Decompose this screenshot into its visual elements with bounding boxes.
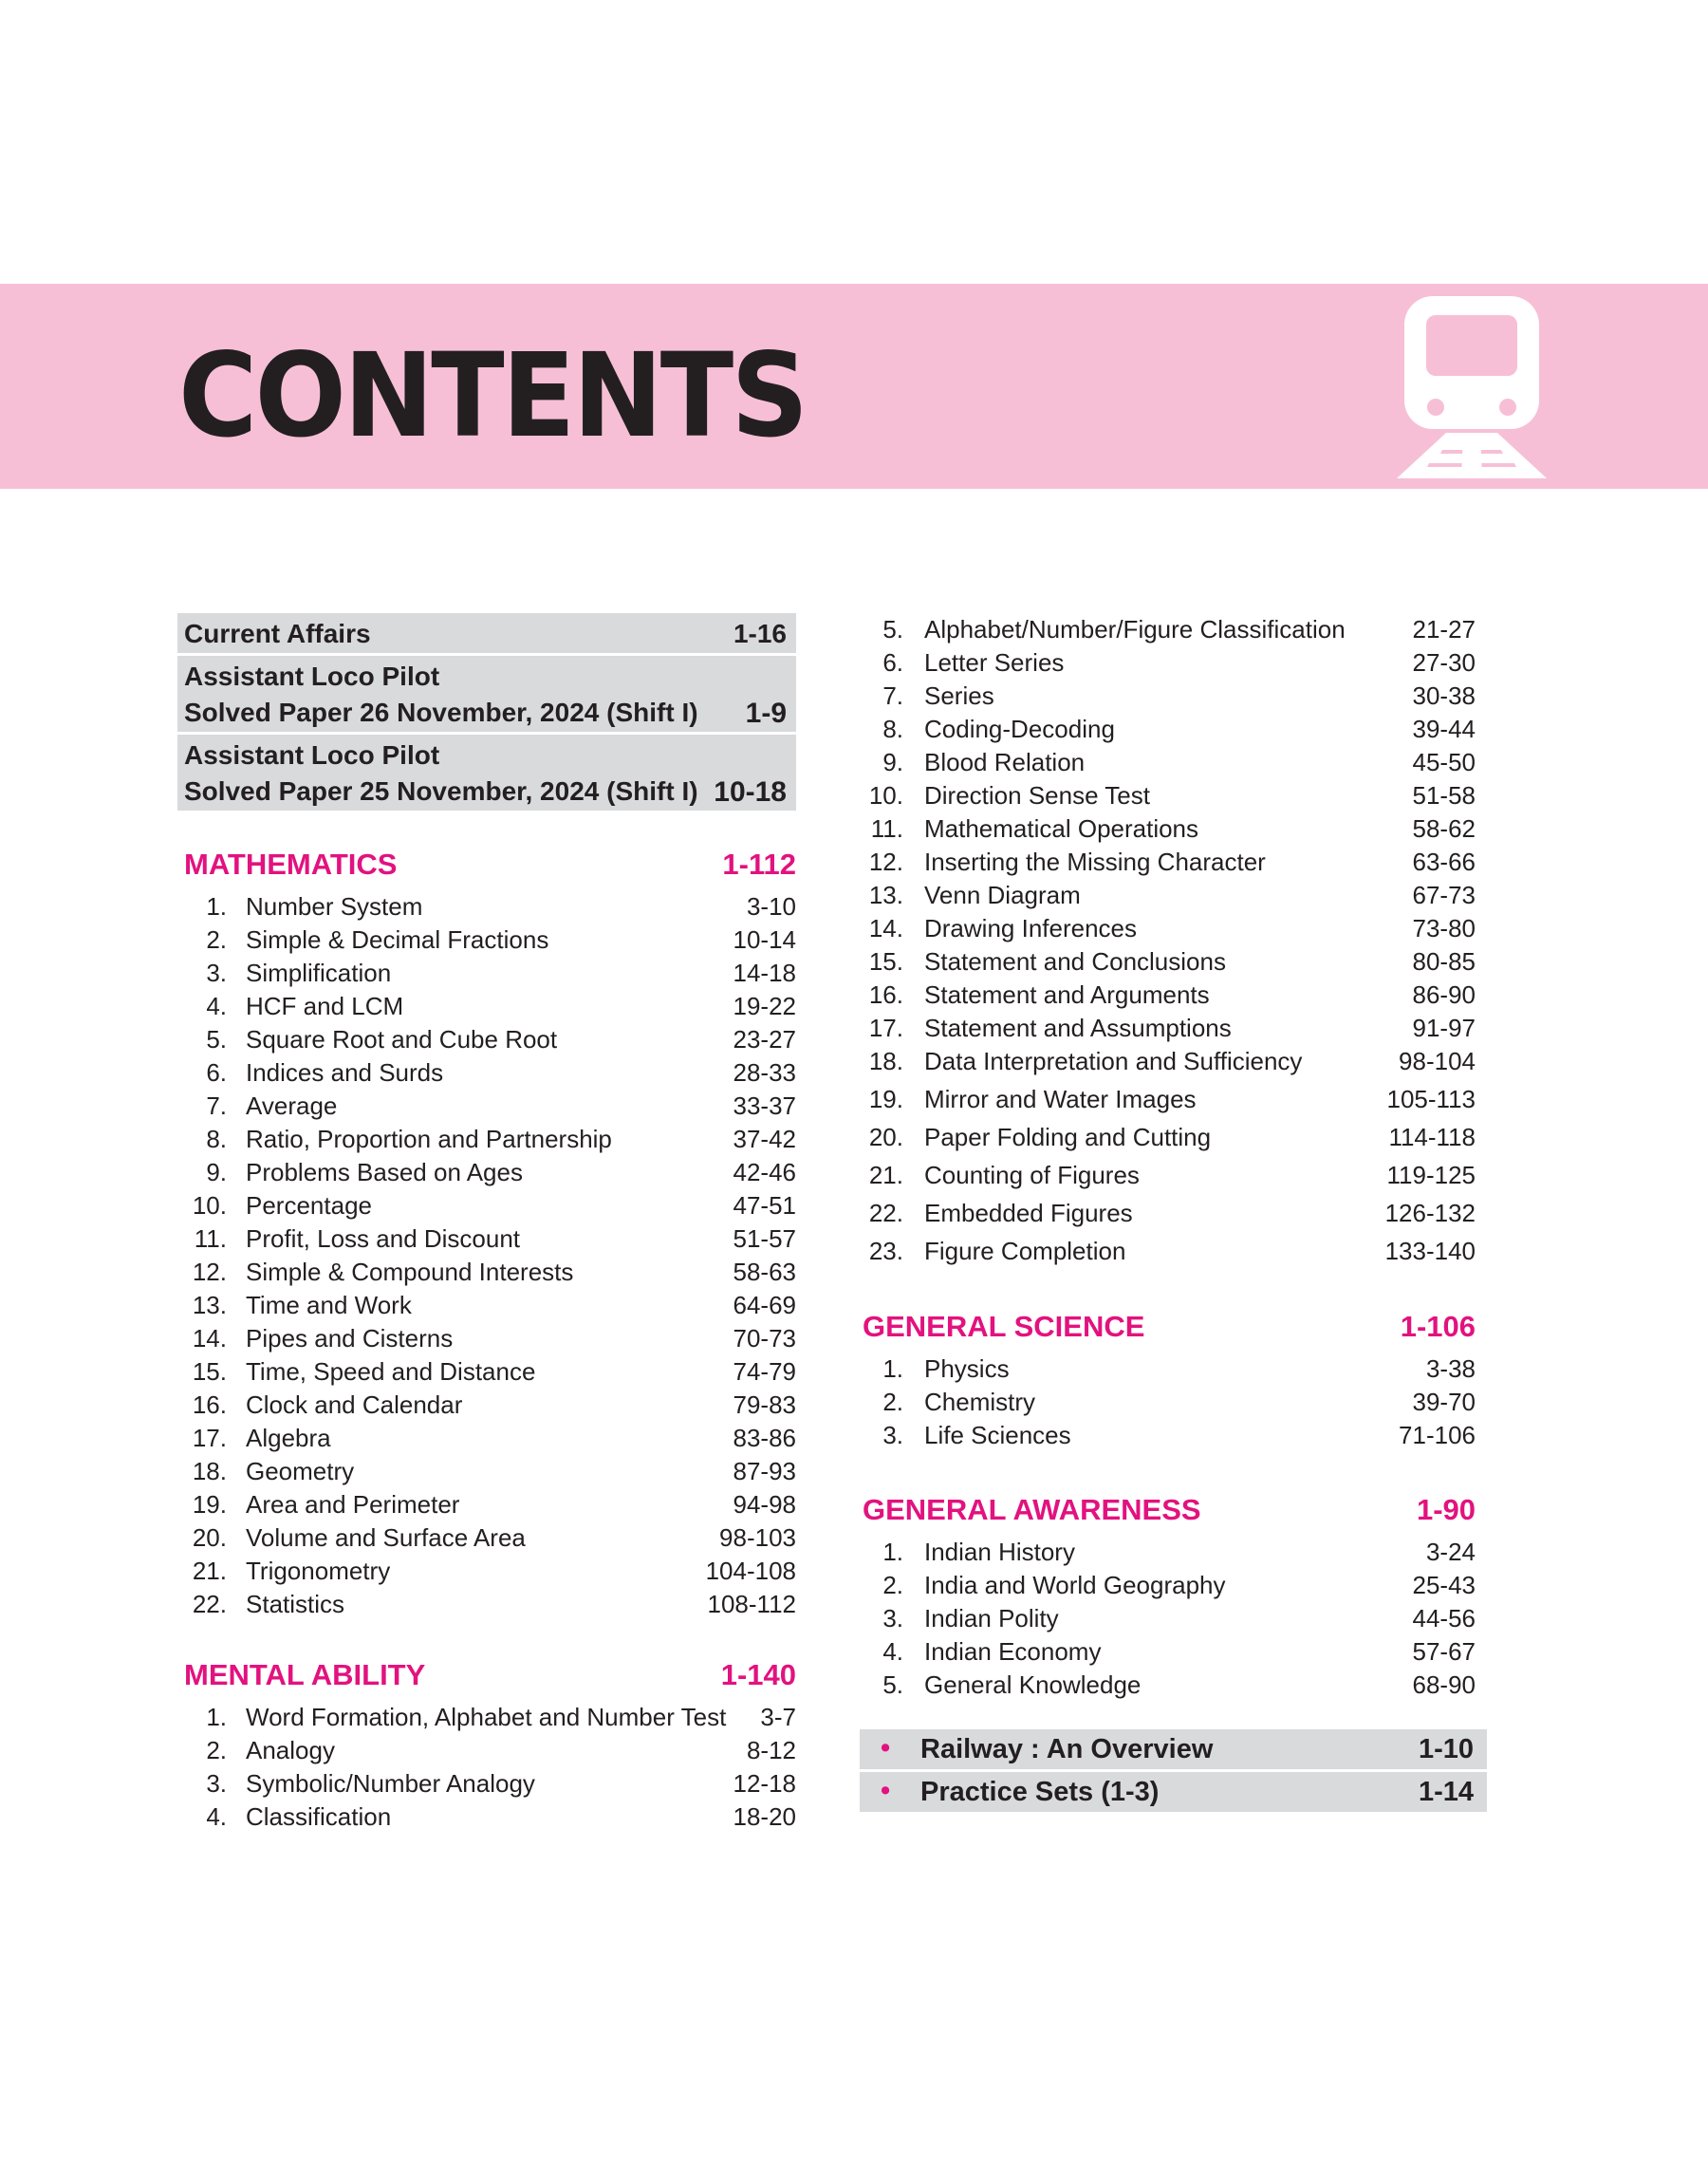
toc-item-pages: 68-90 [1412,1670,1476,1699]
toc-item-title: Inserting the Missing Character [924,848,1266,876]
toc-item-pages: 114-118 [1388,1123,1476,1151]
toc-item-number: 17. [192,1424,227,1452]
section-title: GENERAL AWARENESS [863,1493,1201,1526]
toc-item-title: Indian History [924,1538,1075,1566]
toc-item-title: Statement and Arguments [924,980,1210,1009]
toc-item-number: 12. [192,1258,227,1286]
toc-item[interactable] [860,1196,1487,1234]
toc-item-pages: 3-7 [760,1703,796,1731]
toc-item-number: 14. [192,1324,227,1353]
toc-item-title: Indices and Surds [246,1058,444,1087]
toc-item-pages: 25-43 [1412,1571,1476,1599]
toc-item[interactable] [860,1158,1487,1196]
toc-item-pages: 23-27 [733,1025,796,1054]
toc-item-pages: 58-63 [733,1258,796,1286]
toc-item[interactable] [860,778,1487,812]
toc-item-number: 20. [192,1523,227,1552]
toc-item-pages: 57-67 [1412,1637,1476,1666]
toc-highlight-pages: 1-16 [733,619,787,648]
toc-item[interactable] [860,1668,1487,1701]
toc-item-title: Time and Work [246,1291,412,1319]
toc-highlight-pages: 10-18 [714,776,787,808]
toc-item-pages: 39-44 [1412,715,1476,743]
toc-item-title: Figure Completion [924,1237,1126,1265]
toc-item-number: 12. [868,848,903,876]
toc-item-pages: 3-38 [1425,1354,1476,1383]
toc-item[interactable] [177,1554,796,1587]
toc-item-pages: 51-58 [1412,781,1476,810]
toc-item-number: 4. [206,992,227,1020]
toc-item-number: 18. [192,1457,227,1485]
toc-item[interactable] [860,1011,1487,1044]
toc-item-number: 13. [868,881,903,909]
toc-item-title: Physics [924,1354,1010,1383]
toc-item[interactable] [860,845,1487,878]
toc-highlight-pages: 1-9 [745,698,787,729]
toc-item-pages: 44-56 [1412,1604,1476,1633]
toc-item[interactable] [860,1418,1487,1451]
section-heading-general-awareness[interactable] [860,1493,1487,1535]
toc-item-title: Counting of Figures [924,1161,1140,1189]
toc-item-pages: 87-93 [733,1457,796,1485]
toc-item-number: 17. [868,1014,903,1042]
toc-item-title: Profit, Loss and Discount [246,1224,521,1253]
toc-item[interactable] [860,1535,1487,1568]
toc-item-number: 11. [194,1224,227,1253]
toc-item-pages: 67-73 [1412,881,1476,909]
toc-item[interactable] [860,645,1487,679]
toc-item-title: Letter Series [924,648,1065,677]
toc-item-pages: 133-140 [1384,1237,1476,1265]
toc-item-title: Simplification [246,959,392,987]
toc-item[interactable] [177,1800,796,1833]
toc-item-title: Clock and Calendar [246,1390,463,1419]
toc-item-number: 15. [192,1357,227,1386]
toc-extra-practice-sets[interactable] [860,1772,1487,1815]
toc-item-title: Mathematical Operations [924,814,1199,843]
toc-item-number: 7. [206,1092,227,1120]
toc-item-title: Paper Folding and Cutting [924,1123,1212,1151]
toc-item[interactable] [177,1766,796,1800]
toc-item-title: Ratio, Proportion and Partnership [246,1125,612,1153]
toc-item-title: Algebra [246,1424,331,1452]
mental-ability-list [177,1700,796,1833]
toc-item-pages: 37-42 [733,1125,796,1153]
toc-item-number: 19. [192,1490,227,1519]
toc-item-pages: 91-97 [1412,1014,1476,1042]
toc-item-title: Time, Speed and Distance [246,1357,536,1386]
toc-extra-pages: 1-10 [1418,1734,1474,1764]
toc-item[interactable] [860,1120,1487,1158]
toc-item[interactable] [177,1122,796,1155]
toc-item-number: 15. [868,947,903,976]
toc-item-pages: 14-18 [733,959,796,987]
toc-item[interactable] [177,1388,796,1421]
toc-item-title: Mirror and Water Images [924,1085,1197,1113]
toc-highlight-solved-paper-25-nov[interactable] [177,735,796,813]
toc-item-number: 3. [882,1421,903,1449]
toc-item-pages: 47-51 [733,1191,796,1220]
section-pages: 1-112 [722,848,796,881]
toc-item-title: Life Sciences [924,1421,1071,1449]
section-heading-mathematics[interactable] [177,848,796,889]
toc-item[interactable] [860,911,1487,944]
toc-item-title: Alphabet/Number/Figure Classification [924,615,1346,644]
toc-item[interactable] [860,745,1487,778]
toc-item-title: General Knowledge [924,1670,1142,1699]
toc-item-pages: 18-20 [733,1802,796,1831]
toc-item-title: Analogy [246,1736,335,1764]
toc-item-title: HCF and LCM [246,992,404,1020]
toc-item[interactable] [860,1568,1487,1601]
toc-item[interactable] [177,1055,796,1089]
toc-item-title: Geometry [246,1457,355,1485]
toc-item[interactable] [860,712,1487,745]
toc-highlight-title: Assistant Loco Pilot [184,662,440,691]
toc-item[interactable] [860,878,1487,911]
toc-item-number: 8. [206,1125,227,1153]
section-heading-general-science[interactable] [860,1310,1487,1352]
toc-highlight-current-affairs[interactable] [177,613,796,656]
toc-item-pages: 98-103 [719,1523,796,1552]
toc-item[interactable] [177,1521,796,1554]
toc-item-pages: 3-24 [1425,1538,1476,1566]
toc-item[interactable] [177,1354,796,1388]
toc-item-number: 2. [206,925,227,954]
toc-item-number: 6. [206,1058,227,1087]
toc-item[interactable] [177,1188,796,1222]
toc-item[interactable] [860,1082,1487,1120]
toc-item-title: Percentage [246,1191,372,1220]
toc-item-number: 2. [882,1571,903,1599]
toc-highlight-solved-paper-26-nov[interactable] [177,656,796,735]
toc-item-pages: 42-46 [733,1158,796,1186]
toc-item-pages: 63-66 [1412,848,1476,876]
toc-item-number: 5. [882,615,903,644]
toc-item-pages: 79-83 [733,1390,796,1419]
toc-item-title: Blood Relation [924,748,1086,776]
toc-item-pages: 70-73 [733,1324,796,1353]
toc-item-pages: 126-132 [1384,1199,1476,1227]
toc-item[interactable] [177,1733,796,1766]
toc-item-number: 11. [870,814,903,843]
toc-item-pages: 21-27 [1412,615,1476,644]
toc-item-pages: 74-79 [733,1357,796,1386]
section-title: GENERAL SCIENCE [863,1310,1145,1343]
toc-item-number: 14. [868,914,903,942]
toc-item[interactable] [177,1155,796,1188]
toc-item-title: Number System [246,892,423,921]
toc-item[interactable] [177,1487,796,1521]
toc-item-number: 10. [868,781,903,810]
toc-item-number: 20. [868,1123,903,1151]
train-icon [1397,292,1547,478]
toc-item-title: Indian Economy [924,1637,1102,1666]
toc-item-pages: 105-113 [1386,1085,1476,1113]
toc-highlight-subtitle: Solved Paper 26 November, 2024 (Shift I) [184,698,698,727]
toc-item-number: 3. [206,959,227,987]
toc-item-title: Statement and Assumptions [924,1014,1232,1042]
contents-left-column [177,613,796,1833]
toc-item-title: Data Interpretation and Sufficiency [924,1047,1303,1075]
toc-item-pages: 10-14 [733,925,796,954]
toc-item[interactable] [177,889,796,923]
toc-item[interactable] [860,679,1487,712]
toc-item-title: Simple & Compound Interests [246,1258,574,1286]
toc-item[interactable] [177,923,796,956]
mathematics-list [177,889,796,1620]
toc-item-title: Chemistry [924,1388,1036,1416]
toc-item-pages: 98-104 [1399,1047,1476,1075]
toc-item[interactable] [860,978,1487,1011]
toc-item-number: 7. [882,681,903,710]
toc-item[interactable] [177,1421,796,1454]
toc-item-pages: 86-90 [1412,980,1476,1009]
toc-item[interactable] [177,989,796,1022]
general-science-list [860,1352,1487,1451]
toc-item-title: Simple & Decimal Fractions [246,925,549,954]
toc-item-title: Series [924,681,994,710]
toc-extra-title: Railway : An Overview [920,1734,1214,1764]
toc-item-pages: 58-62 [1412,814,1476,843]
toc-item-number: 10. [192,1191,227,1220]
toc-item[interactable] [177,1222,796,1255]
toc-item[interactable] [860,1234,1487,1272]
toc-item-number: 16. [192,1390,227,1419]
toc-item-title: Symbolic/Number Analogy [246,1769,535,1798]
toc-item[interactable] [860,1601,1487,1634]
toc-item-number: 4. [206,1802,227,1831]
toc-item-pages: 33-37 [733,1092,796,1120]
section-pages: 1-140 [720,1658,796,1691]
toc-item-title: Volume and Surface Area [246,1523,526,1552]
toc-item-pages: 51-57 [733,1224,796,1253]
toc-item-pages: 28-33 [733,1058,796,1087]
page-title: CONTENTS [178,328,807,463]
bullet-icon: • [881,1776,891,1806]
toc-extra-title: Practice Sets (1-3) [920,1777,1160,1807]
toc-extra-pages: 1-14 [1418,1777,1474,1807]
toc-item-number: 19. [868,1085,903,1113]
toc-item-pages: 80-85 [1412,947,1476,976]
toc-item-pages: 27-30 [1412,648,1476,677]
toc-item-title: Pipes and Cisterns [246,1324,454,1353]
toc-item[interactable] [860,1385,1487,1418]
section-title: MATHEMATICS [184,848,398,881]
toc-item-title: Trigonometry [246,1557,391,1585]
toc-item-number: 4. [882,1637,903,1666]
toc-item-number: 9. [206,1158,227,1186]
toc-item-title: Venn Diagram [924,881,1081,909]
toc-item-title: Word Formation, Alphabet and Number Test [246,1703,727,1731]
toc-item-number: 2. [206,1736,227,1764]
toc-item-title: Problems Based on Ages [246,1158,523,1186]
toc-item-title: Indian Polity [924,1604,1059,1633]
mental-ability-continued-list [860,612,1487,1272]
toc-item[interactable] [860,1352,1487,1385]
toc-item-pages: 64-69 [733,1291,796,1319]
toc-item[interactable] [860,612,1487,645]
toc-item-title: Direction Sense Test [924,781,1150,810]
toc-item[interactable] [177,1288,796,1321]
toc-item-number: 18. [868,1047,903,1075]
toc-item-number: 16. [868,980,903,1009]
toc-item[interactable] [177,1022,796,1055]
toc-item-pages: 12-18 [733,1769,796,1798]
toc-item[interactable] [177,1255,796,1288]
toc-item-number: 1. [206,892,227,921]
toc-item-pages: 45-50 [1412,748,1476,776]
toc-item-number: 1. [882,1538,903,1566]
toc-item-number: 3. [206,1769,227,1798]
toc-item[interactable] [177,1089,796,1122]
toc-item-pages: 3-10 [746,892,796,921]
toc-item-number: 23. [868,1237,903,1265]
section-pages: 1-90 [1416,1493,1476,1526]
toc-item-number: 13. [192,1291,227,1319]
toc-highlight-title: Assistant Loco Pilot [184,740,440,770]
toc-item-title: Drawing Inferences [924,914,1137,942]
toc-item-pages: 39-70 [1412,1388,1476,1416]
toc-item-number: 8. [882,715,903,743]
toc-item-number: 2. [882,1388,903,1416]
toc-item-pages: 73-80 [1412,914,1476,942]
toc-item[interactable] [177,1321,796,1354]
toc-item-pages: 104-108 [705,1557,796,1585]
toc-item-title: Coding-Decoding [924,715,1115,743]
toc-item-pages: 94-98 [733,1490,796,1519]
toc-item-pages: 19-22 [733,992,796,1020]
toc-item[interactable] [860,1634,1487,1668]
toc-item[interactable] [177,1587,796,1620]
toc-item-number: 1. [882,1354,903,1383]
toc-item-number: 9. [882,748,903,776]
toc-item-title: Area and Perimeter [246,1490,460,1519]
toc-item[interactable] [860,944,1487,978]
toc-item-pages: 83-86 [733,1424,796,1452]
toc-item-title: Average [246,1092,338,1120]
toc-item[interactable] [860,1044,1487,1082]
general-awareness-list [860,1535,1487,1701]
toc-item-title: Classification [246,1802,392,1831]
section-heading-mental-ability[interactable] [177,1658,796,1700]
toc-item-number: 5. [206,1025,227,1054]
toc-item-pages: 8-12 [746,1736,796,1764]
toc-item-title: India and World Geography [924,1571,1226,1599]
toc-item[interactable] [177,1454,796,1487]
toc-item[interactable] [177,1700,796,1733]
toc-item-title: Embedded Figures [924,1199,1133,1227]
toc-item-number: 22. [868,1199,903,1227]
toc-item[interactable] [177,956,796,989]
toc-item-pages: 71-106 [1399,1421,1476,1449]
toc-item-title: Square Root and Cube Root [246,1025,558,1054]
toc-item-title: Statement and Conclusions [924,947,1226,976]
toc-item-pages: 30-38 [1412,681,1476,710]
toc-item-number: 3. [882,1604,903,1633]
toc-item-number: 21. [868,1161,903,1189]
contents-right-column [860,612,1487,1815]
section-title: MENTAL ABILITY [184,1658,426,1691]
section-pages: 1-106 [1400,1310,1476,1343]
toc-extra-railway-overview[interactable] [860,1729,1487,1772]
toc-highlight-subtitle: Solved Paper 25 November, 2024 (Shift I) [184,776,698,806]
toc-item-number: 6. [882,648,903,677]
toc-item-number: 5. [882,1670,903,1699]
toc-item-number: 21. [192,1557,227,1585]
toc-item-title: Statistics [246,1590,345,1618]
toc-highlight-title: Current Affairs [184,619,371,648]
bullet-icon: • [881,1733,891,1763]
toc-item-pages: 119-125 [1386,1161,1476,1189]
toc-item[interactable] [860,812,1487,845]
toc-item-pages: 108-112 [707,1590,796,1618]
toc-item-number: 1. [206,1703,227,1731]
toc-item-number: 22. [192,1590,227,1618]
